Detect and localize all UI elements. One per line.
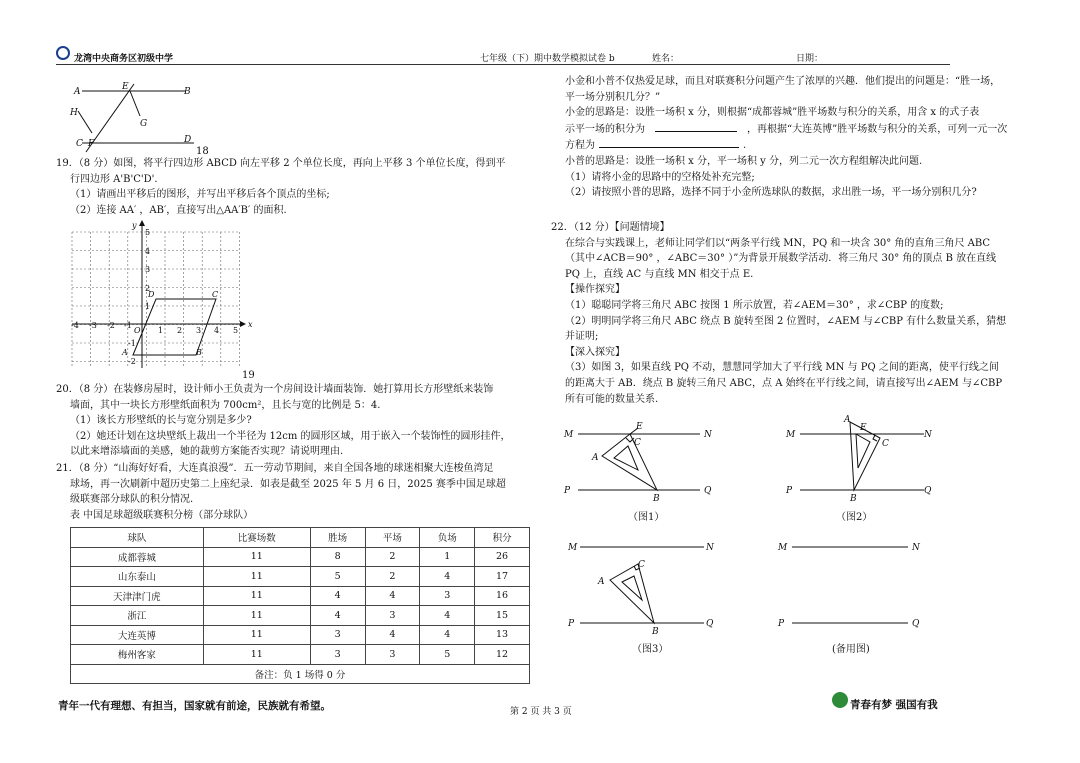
table-header-row [71,528,530,548]
table-header-cell: 负场 [420,528,475,548]
q21-r5-b: . [743,140,747,152]
pt-Q: Q [706,619,714,629]
table-cell: 大连英博 [71,625,204,645]
pt-E: E [860,423,867,433]
triangle-ruler-hole [614,446,638,470]
line-eg [130,91,140,116]
table-cell: 16 [475,586,530,606]
q22-p2: （其中∠ACB＝90° ，∠ABC＝30° ）”为背景开展数学活动．将三角尺 30° 角的顶点 B 放在直线 [565,253,997,265]
q20-line-1: 20．（8 分）在装修房屋时，设计师小王负责为一个房间设计墙面装饰．她打算用长方形壁纸来装饰 [56,384,494,395]
school-name: 龙湾中央商务区初级中学 [74,54,174,64]
pt-A: A [592,453,599,463]
question-20 [56,382,511,460]
pt-B: B [653,494,660,504]
table-cell: 12 [475,645,530,665]
q21-r4 [565,121,1007,138]
q22-p1: 在综合与实践课上，老师让同学们以“两条平行线 MN，PQ 和一块含 30° 角的直角三角尺 ABC [565,237,991,249]
pt-A: A [74,87,81,97]
triangle-ruler-hole [622,576,642,600]
table-cell: 4 [420,567,475,587]
answer-blank-1[interactable] [655,121,737,132]
table-cell: 2 [365,547,420,567]
table-cell: 11 [203,625,310,645]
pt-P: P [786,486,793,496]
triangle-ruler [602,434,657,490]
table-header-cell: 球队 [71,528,204,548]
date-label: 日期： [796,54,824,64]
q21-line-3: 级联赛部分球队的积分情况. [70,494,194,506]
table-note-row [71,664,530,684]
table-cell: 3 [365,645,420,665]
q19-line-1: 19．（8 分）如图，将平行四边形 ABCD 向左平移 2 个单位长度，再向上平移 3 个单位长度，得到平 [56,158,506,169]
table-row [71,547,530,567]
x-tick: 5 [233,326,239,335]
q22-sub-3b: 的距离大于 AB．绕点 B 旋转三角尺 ABC，点 A 始终在平行线之间，请直接写出∠AEM 与∠CBP [565,377,1003,389]
q21-line-1: 21．（8 分）“山海好好看，大连真浪漫”．五一劳动节期间，来自全国各地的球迷相聚大连梭鱼湾足 [56,463,494,474]
table-cell: 4 [310,586,365,606]
x-tick: -3 [89,321,97,330]
pt-A: A [844,415,851,425]
origin-label: O [134,326,141,335]
x-tick: 2 [177,326,183,335]
table-row [71,645,530,665]
q21-r3: 小金的思路是：设胜一场积 x 分，则根据“成都蓉城”胜平场数与积分的关系，用含 x 的式子表 [565,107,980,119]
q21-r6: 小普的思路是：设胜一场积 x 分，平一场积 y 分，列二元一次方程组解决此问题. [565,155,923,167]
table-header-cell: 胜场 [310,528,365,548]
table-cell: 15 [475,606,530,626]
figure-19-number: 19 [242,370,255,380]
y-tick: -1 [128,339,136,348]
q21-r4-a: 示平一场的积分为 [565,123,645,135]
table-cell: 5 [420,645,475,665]
y-tick: 4 [145,247,151,256]
table-cell: 浙江 [71,606,204,626]
table-cell: 天津津门虎 [71,586,204,606]
q21-r7: （1）请将小金的思路中的空格处补充完整; [565,171,755,183]
footer-motto: 青春有梦 强国有我 [850,699,938,711]
q20-sub-3: 以此来增添墙面的美感，她的裁剪方案能否实现？请说明理由. [70,446,344,458]
q20-sub-1: （1）该长方形壁纸的长与宽分别是多少? [70,415,252,427]
pt-B: B [850,494,857,504]
table-row [71,586,530,606]
question-21 [56,461,506,523]
q22-head: 22．（12 分）【问题情境】 [551,222,670,233]
pt-E: E [636,422,643,432]
y-axis-arrow-icon [139,220,145,226]
x-tick: 1 [158,326,164,335]
pt-P: P [568,619,575,629]
figure-1-caption: （图1） [628,512,665,523]
table-note: 备注：负 1 场得 0 分 [71,664,530,684]
q19-line-2: 行四边形 A'B'C'D'. [70,173,158,185]
pt-P: P [564,486,571,496]
pt-H: H [70,108,78,118]
x-axis-label: x [248,320,253,329]
table-cell: 梅州客家 [71,645,204,665]
pt-Q: Q [924,486,932,496]
pt-D: D [148,290,155,299]
pt-C: C [76,139,83,149]
q20-line-2: 墙面，其中一块长方形壁纸面积为 700cm²，且长与宽的比例是 5：4. [70,399,381,411]
q21-r1: 小金和小普不仅热爱足球，而且对联赛积分问题产生了浓厚的兴趣．他们提出的问题是：“胜一场， [565,76,1001,87]
table-header-cell: 平场 [365,528,420,548]
q22-sub-3a: （3）如图 3，如果直线 PQ 不动，慧慧同学加大了平行线 MN 与 PQ 之间的距离，使平行线之间 [565,362,999,374]
pt-M: M [564,430,574,440]
table-cell: 4 [365,625,420,645]
y-tick: 5 [145,228,151,237]
standings-table [70,527,530,684]
pt-M: M [786,430,796,440]
question-22 [551,220,1006,407]
page-header [56,50,950,65]
q21-r4-b: ，再根据“大连英博”胜平场数与积分的关系，可列一元一次 [747,123,1008,135]
figure-22-1 [562,416,732,508]
pt-B: B [196,348,202,357]
pt-Q: Q [704,486,712,496]
table-cell: 11 [203,586,310,606]
name-label: 姓名： [652,54,680,64]
q21-r2: 平一场分别积几分？” [565,91,661,103]
x-tick: 3 [196,326,202,335]
table-row [71,625,530,645]
pt-C: C [882,439,889,449]
line-hf [78,111,92,133]
question-19 [56,156,506,218]
table-cell: 3 [420,586,475,606]
table-cell: 1 [420,547,475,567]
pt-B: B [184,87,191,97]
q20-sub-2: （2）她还计划在这块壁纸上裁出一个半径为 12cm 的圆形区域，用于嵌入一个装饰性的圆形挂件， [70,430,511,442]
pt-C: C [634,438,641,448]
table-cell: 11 [203,547,310,567]
figure-22-spare [774,534,944,638]
table-cell: 5 [310,567,365,587]
table-cell: 4 [420,606,475,626]
q21-line-2: 球场，再一次刷新中超历史第二上座纪录．如表是截至 2025 年 5 月 6 日，2025 赛季中国足球超 [70,478,506,490]
y-tick: 1 [145,302,151,311]
table-header-cell: 积分 [475,528,530,548]
q22-sub-3c: 所有可能的数量关系. [565,393,659,405]
x-axis-arrow-icon [240,321,246,327]
table-cell: 4 [310,606,365,626]
table-cell: 26 [475,547,530,567]
answer-blank-2[interactable] [599,137,739,148]
pt-N: N [706,543,714,553]
pt-A: A [598,577,605,587]
table-cell: 3 [310,645,365,665]
q22-operation-head: 【操作探究】 [565,284,625,296]
figure-18-number: 18 [196,146,209,157]
table-cell: 17 [475,567,530,587]
pt-P: P [778,619,785,629]
table-cell: 11 [203,645,310,665]
table-cell: 3 [310,625,365,645]
y-tick: -2 [128,357,136,366]
q21-r8: （2）请按照小普的思路，选择不同于小金所选球队的数据，求出胜一场，平一场分别积几分? [565,187,977,199]
spare-figure-caption: (备用图) [832,644,870,655]
table-cell: 11 [203,567,310,587]
figure-22-2 [784,412,954,508]
figure-2-caption: （图2） [836,512,873,523]
pt-A: A [122,348,128,357]
table-cell: 8 [310,547,365,567]
x-tick: -1 [124,321,132,330]
table-cell: 4 [420,625,475,645]
table-row [71,606,530,626]
pt-E: E [122,82,129,92]
q19-sub-2: （2）连接 AA′ ，AB′，直接写出△AA′B′ 的面积. [70,204,287,216]
page-number: 第 2 页 共 3 页 [510,707,572,717]
pt-D: D [184,135,192,145]
table-cell: 4 [365,586,420,606]
question-21-continued [565,74,1007,201]
figure-3-caption: （图3） [632,644,669,655]
table-title: 表 中国足球超级联赛积分榜（部分球队） [70,509,254,521]
table-cell: 11 [203,606,310,626]
y-tick: 2 [145,284,151,293]
pt-N: N [912,543,920,553]
q22-sub-1: （1）聪聪同学将三角尺 ABC 按图 1 所示放置，若∠AEM＝30° ，求∠CBP 的度数; [565,299,944,311]
pt-N: N [704,430,712,440]
x-tick: -4 [71,321,79,330]
pt-Q: Q [912,619,920,629]
table-cell: 13 [475,625,530,645]
table-cell: 成都蓉城 [71,547,204,567]
triangle-ruler [610,564,654,623]
pt-F: F [88,139,95,149]
table-cell: 山东泰山 [71,567,204,587]
pt-M: M [778,543,788,553]
table-row [71,567,530,587]
x-tick: -2 [107,321,115,330]
x-tick: 4 [214,326,220,335]
q22-p3: PQ 上，直线 AC 与直线 MN 相交于点 E. [565,268,754,280]
table-cell: 3 [365,606,420,626]
pt-C: C [638,560,645,570]
q21-r5 [565,137,1007,154]
pt-B: B [652,627,659,637]
figure-18 [64,80,214,158]
pt-G: G [140,119,148,129]
youth-badge-icon [832,692,848,708]
exam-title: 七年级（下）期中数学模拟试卷 b [480,54,615,64]
y-tick: 3 [145,265,151,274]
q22-sub-2b: 并证明; [565,331,599,343]
figure-19 [68,218,268,380]
table-cell: 2 [365,567,420,587]
figure-22-3 [562,534,732,638]
school-logo-icon [56,46,70,60]
q22-deep-head: 【深入探究】 [565,346,625,358]
footer-slogan: 青年一代有理想、有担当，国家就有前途，民族就有希望。 [58,700,331,712]
q21-r5-a: 方程为 [565,140,595,152]
pt-M: M [568,543,578,553]
q22-sub-2a: （2）明明同学将三角尺 ABC 绕点 B 旋转至图 2 位置时，∠AEM 与∠CBP 有什么数量关系，猜想 [565,315,1007,327]
q19-sub-1: （1）请画出平移后的图形，并写出平移后各个顶点的坐标; [70,189,330,201]
pt-N: N [924,430,932,440]
pt-C: C [212,290,219,299]
y-axis-label: y [132,221,137,230]
table-header-cell: 比赛场数 [203,528,310,548]
